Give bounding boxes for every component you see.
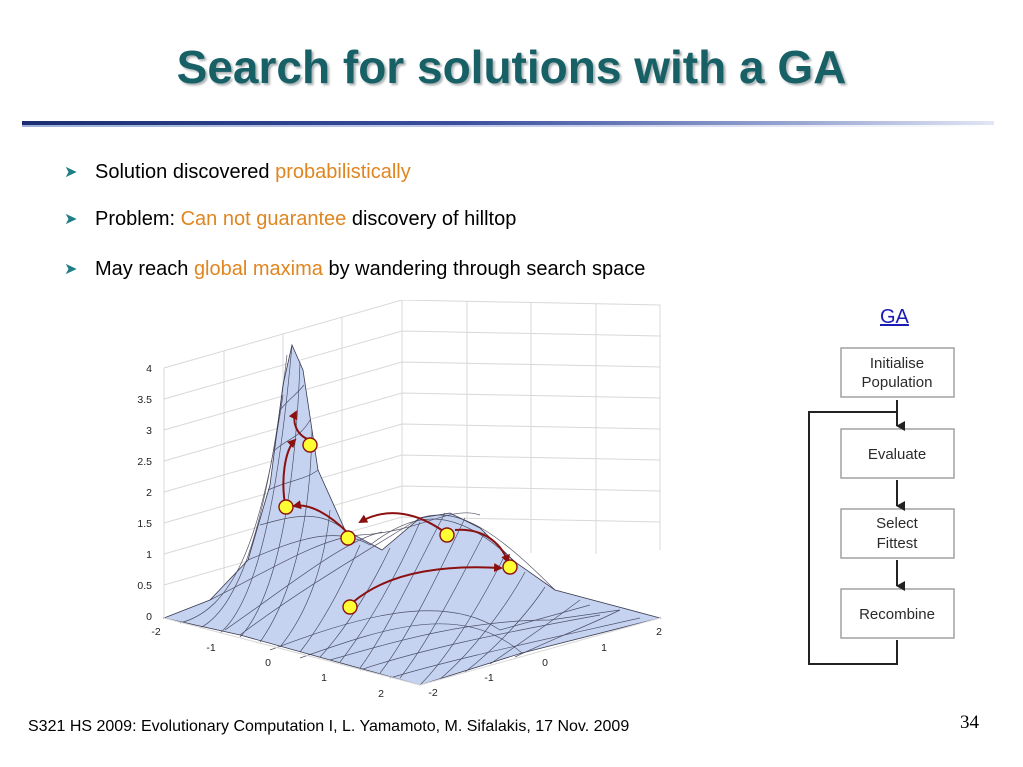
slide-title: Search for solutions with a GA — [176, 41, 847, 93]
bullet-item — [64, 257, 645, 281]
z-tick-label: 0.5 — [137, 580, 152, 592]
z-tick-label: 2.5 — [137, 456, 152, 468]
y-tick-label: 2 — [656, 626, 662, 638]
y-tick-label: -2 — [428, 687, 438, 699]
z-tick-label: 3.5 — [137, 394, 152, 406]
flow-step-label: Fittest — [876, 535, 918, 552]
flow-step-evaluate — [841, 429, 954, 478]
bullet-highlight: probabilistically — [275, 161, 411, 183]
footer-citation: S321 HS 2009: Evolutionary Computation I, L. Yamamoto, M. Sifalakis, 17 Nov. 2009 — [28, 718, 630, 735]
page-number: 34 — [960, 712, 979, 733]
x-tick-label: -1 — [206, 642, 216, 654]
x-tick-label: 2 — [378, 688, 384, 700]
y-tick-label: 0 — [542, 657, 548, 669]
solution-point — [503, 560, 517, 574]
bullet-text: May reach — [95, 258, 194, 280]
z-tick-label: 0 — [146, 611, 152, 623]
bullet-text: Solution discovered — [95, 161, 276, 183]
z-tick-label: 1.5 — [137, 518, 152, 530]
flow-step-select — [841, 509, 954, 558]
flow-step-label: Recombine — [859, 606, 935, 623]
x-tick-label: -2 — [151, 626, 161, 638]
z-tick-label: 3 — [146, 425, 152, 437]
solution-point — [341, 531, 355, 545]
flow-step-recombine — [841, 589, 954, 638]
flow-step-label: Initialise — [869, 355, 925, 372]
bullet-text-tail: discovery of hilltop — [346, 208, 517, 230]
bullet-list — [64, 160, 645, 281]
bullet-text: Problem: — [95, 208, 181, 230]
bullet-arrow-icon: ➤ — [64, 211, 78, 228]
x-tick-label: 0 — [265, 657, 271, 669]
flow-step-label: Select — [876, 515, 918, 532]
bullet-arrow-icon: ➤ — [64, 164, 78, 181]
surface-plot — [120, 300, 680, 705]
divider-light — [22, 125, 994, 127]
bullet-item — [64, 160, 645, 184]
z-tick-label: 4 — [146, 363, 152, 375]
z-axis — [137, 363, 152, 623]
bullet-text-tail: by wandering through search space — [322, 258, 646, 280]
flow-step-label: Population — [861, 374, 933, 391]
bullet-highlight: Can not guarantee — [180, 208, 347, 230]
bullet-arrow-icon: ➤ — [64, 261, 78, 278]
z-tick-label: 2 — [146, 487, 152, 499]
x-tick-label: 1 — [321, 672, 327, 684]
solution-point — [279, 500, 293, 514]
ga-flowchart — [795, 340, 965, 670]
bullet-highlight: global maxima — [193, 258, 323, 280]
solution-point — [343, 600, 357, 614]
solution-point — [440, 528, 454, 542]
solution-point — [303, 438, 317, 452]
y-tick-label: 1 — [601, 642, 607, 654]
title-divider — [22, 121, 994, 127]
flow-step-label: Evaluate — [867, 446, 927, 463]
flow-step-initialise — [841, 348, 954, 397]
ga-link[interactable]: GA — [880, 306, 909, 328]
y-tick-label: -1 — [484, 672, 494, 684]
z-tick-label: 1 — [146, 549, 152, 561]
bullet-item — [64, 207, 645, 231]
